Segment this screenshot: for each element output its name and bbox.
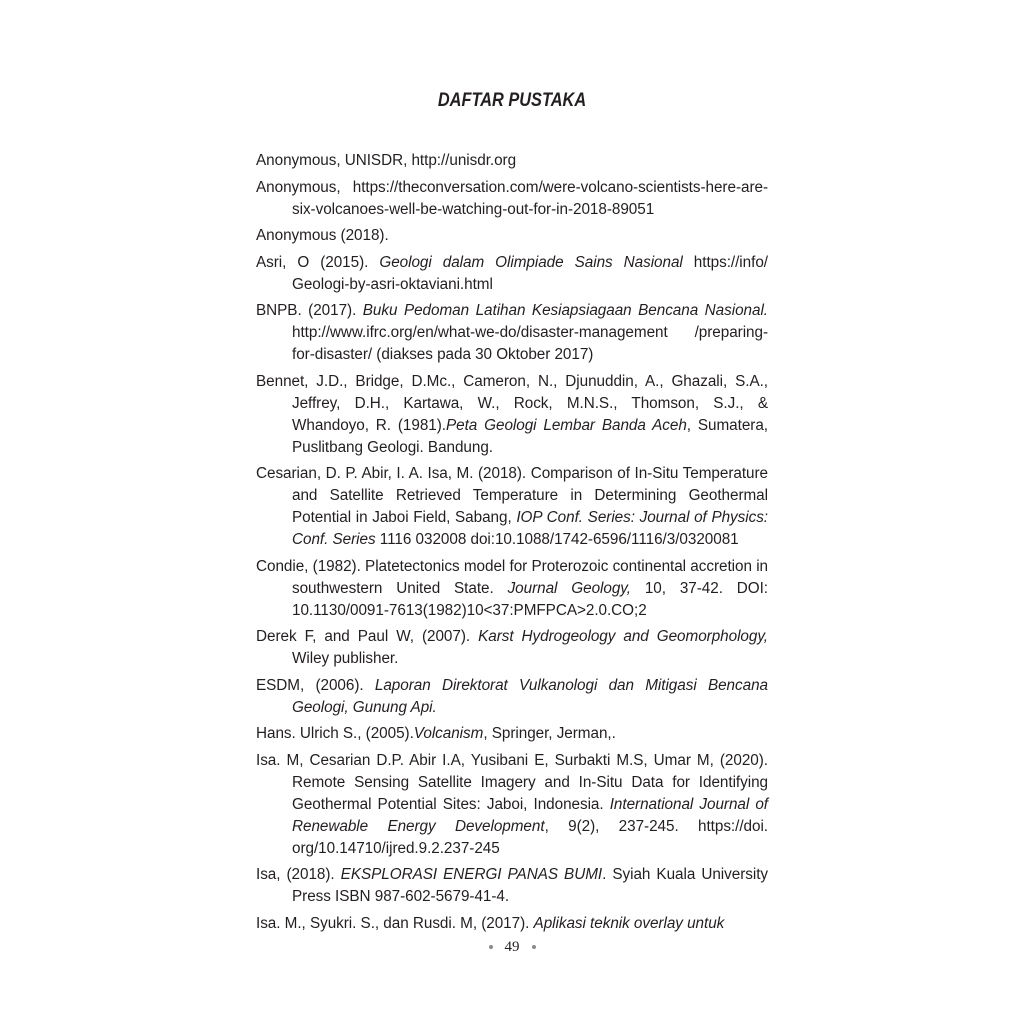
- reference-text: ESDM, (2006).: [256, 676, 375, 694]
- reference-italic-text: Peta Geologi Lembar Banda Aceh: [446, 416, 687, 434]
- reference-entry: [256, 913, 768, 935]
- reference-text: 1116 032008 doi:10.1088/1742-6596/1116/3/0320081: [375, 531, 739, 548]
- reference-text: . Syiah Kuala University Press ISBN 987-602-5679-41-4.: [292, 866, 768, 905]
- reference-text: Isa, (2018).: [256, 866, 341, 883]
- reference-entry: [256, 371, 768, 459]
- reference-text: http://www.ifrc.org/en/what-we-do/disaster-management /preparing-for-disaster/ (diakses pada 30 Oktober 2017): [292, 324, 768, 363]
- bullet-dot-right: [532, 945, 536, 949]
- reference-italic-text: Karst Hydrogeology and Geomorphology,: [478, 628, 769, 645]
- reference-italic-text: Geologi dalam Olimpiade Sains Nasional: [379, 253, 683, 271]
- reference-italic-text: Aplikasi teknik overlay untuk: [533, 914, 725, 932]
- reference-text: , Sumatera, Puslitbang Geologi. Bandung.: [292, 416, 768, 456]
- page-title: DAFTAR PUSTAKA: [437, 90, 587, 111]
- reference-list: [256, 150, 768, 939]
- reference-italic-text: Laporan Direktorat Vulkanologi dan Mitigasi Bencana Geologi, Gunung Api.: [292, 676, 768, 716]
- reference-entry: [256, 300, 768, 366]
- reference-text: Isa. M, Cesarian D.P. Abir I.A, Yusibani E, Surbakti M.S, Umar M, (2020). Remote Sensing Satellite Imagery and In-Situ Data for Identifying Geothermal Potential Sites: Jaboi, Indonesia.: [256, 751, 768, 813]
- reference-entry: [256, 723, 768, 745]
- page-number: 49: [504, 939, 520, 955]
- reference-entry: [256, 225, 768, 247]
- reference-text: Cesarian, D. P. Abir, I. A. Isa, M. (2018). Comparison of In-Situ Temperature and Satellite Retrieved Temperature in Determining Geothermal Potential in Jaboi Field, Sabang,: [256, 465, 768, 526]
- reference-entry: [256, 150, 768, 172]
- reference-italic-text: International Journal of Renewable Energy Development: [292, 795, 768, 835]
- reference-italic-text: Buku Pedoman Latihan Kesiapsiagaan Bencana Nasional.: [362, 302, 768, 319]
- reference-text: https://info/ Geologi-by-asri-oktaviani.html: [292, 253, 768, 293]
- reference-entry: [256, 750, 768, 860]
- reference-entry: [256, 177, 768, 221]
- reference-text: , Springer, Jerman,.: [483, 725, 616, 742]
- reference-entry: [256, 463, 768, 551]
- reference-text: Anonymous (2018).: [256, 227, 389, 244]
- reference-text: Hans. Ulrich S., (2005).: [256, 725, 414, 742]
- reference-text: Isa. M., Syukri. S., dan Rusdi. M, (2017).: [256, 914, 534, 932]
- reference-text: Anonymous, https://theconversation.com/were-volcano-scientists-here-are-six-volcanoes-well-be-watching-out-for-in-2018-89051: [256, 178, 768, 218]
- reference-italic-text: EKSPLORASI ENERGI PANAS BUMI: [340, 866, 603, 883]
- reference-entry: [256, 556, 768, 622]
- page-footer: [0, 939, 1024, 956]
- bullet-dot-left: [489, 945, 493, 949]
- reference-italic-text: Journal Geology,: [507, 579, 631, 597]
- reference-text: BNPB. (2017).: [256, 302, 363, 319]
- reference-italic-text: Volcanism: [413, 725, 484, 742]
- reference-entry: [256, 864, 768, 908]
- reference-text: Condie, (1982). Platetectonics model for Proterozoic continental accretion in southwestern United State.: [256, 557, 768, 597]
- reference-text: Bennet, J.D., Bridge, D.Mc., Cameron, N., Djunuddin, A., Ghazali, S.A., Jeffrey, D.H., Kartawa, W., Rock, M.N.S., Thomson, S.J., & Whandoyo, R. (1981).: [256, 372, 768, 434]
- reference-italic-text: IOP Conf. Series: Journal of Physics: Conf. Series: [292, 509, 768, 548]
- reference-entry: [256, 675, 768, 719]
- reference-text: , 9(2), 237-245. https://doi. org/10.14710/ijred.9.2.237-245: [292, 817, 768, 857]
- reference-entry: [256, 252, 768, 296]
- reference-text: Anonymous, UNISDR, http://unisdr.org: [256, 152, 517, 169]
- reference-text: 10, 37-42. DOI: 10.1130/0091-7613(1982)10<37:PMFPCA>2.0.CO;2: [292, 579, 768, 619]
- reference-text: Derek F, and Paul W, (2007).: [256, 628, 479, 645]
- reference-text: Wiley publisher.: [292, 650, 399, 667]
- reference-entry: [256, 626, 768, 670]
- reference-text: Asri, O (2015).: [256, 253, 380, 271]
